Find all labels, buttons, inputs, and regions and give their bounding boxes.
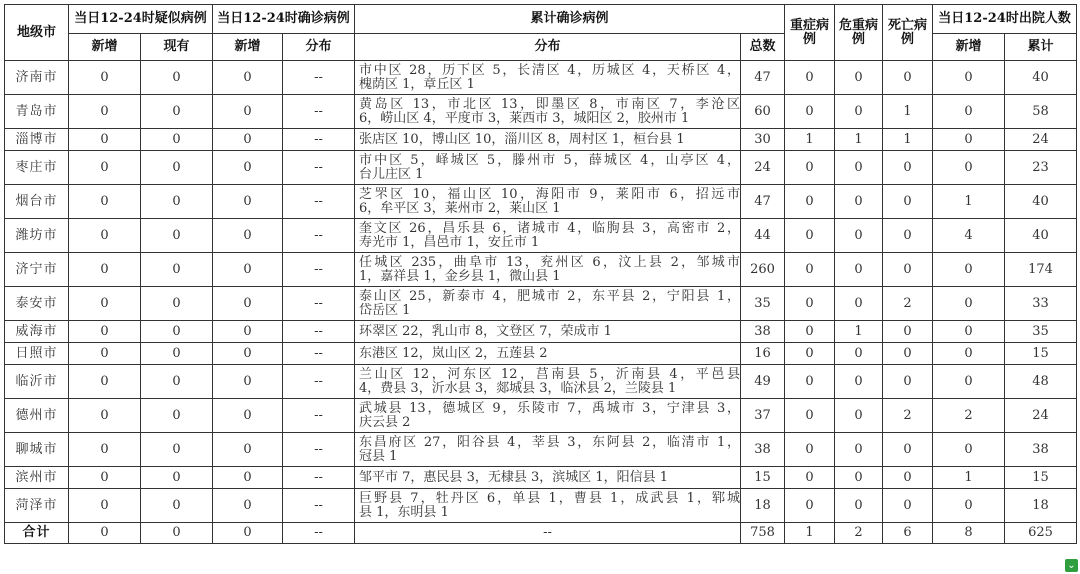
cell-c-new: 0: [213, 287, 283, 321]
district-line: 6，崂山区 4，平度市 3，莱西市 3，城阳区 2，胶州市 1: [359, 110, 690, 126]
cell-s-new: 0: [69, 321, 141, 343]
city-name: 德州市: [5, 399, 69, 433]
cell-total: 44: [741, 219, 785, 253]
header-confirmed-new: 新增: [213, 34, 283, 61]
cell-c-dist: --: [283, 287, 355, 321]
cell-critical: 0: [835, 343, 883, 365]
district-distribution: [355, 219, 741, 253]
cell-total: 35: [741, 287, 785, 321]
table-row: [5, 399, 1077, 433]
cell-d-new: 0: [933, 253, 1005, 287]
cell-s-cur: 0: [141, 321, 213, 343]
cell-total: 47: [741, 61, 785, 95]
total-s-cur: 0: [141, 523, 213, 544]
district-line: 兰山区 12，河东区 12，莒南县 5，沂南县 4，平邑县: [359, 366, 741, 382]
city-name: 枣庄市: [5, 151, 69, 185]
district-line: 黄岛区 13，市北区 13，即墨区 8，市南区 7，李沧区: [359, 96, 741, 112]
cell-d-new: 0: [933, 489, 1005, 523]
cell-severe: 0: [785, 365, 835, 399]
district-line: 巨野县 7，牡丹区 6，单县 1，曹县 1，成武县 1，郓城: [359, 490, 741, 506]
cell-total: 30: [741, 129, 785, 151]
header-cumulative-distribution: 分布: [355, 34, 741, 61]
cell-s-cur: 0: [141, 433, 213, 467]
cell-s-new: 0: [69, 467, 141, 489]
cell-total: 38: [741, 433, 785, 467]
cell-severe: 0: [785, 253, 835, 287]
cell-deaths: 0: [883, 151, 933, 185]
city-name: 菏泽市: [5, 489, 69, 523]
district-distribution: [355, 129, 741, 151]
cell-c-dist: --: [283, 489, 355, 523]
cell-severe: 0: [785, 433, 835, 467]
expand-icon[interactable]: ⌄: [1065, 559, 1078, 572]
cell-c-new: 0: [213, 95, 283, 129]
city-name: 聊城市: [5, 433, 69, 467]
district-line: 岱岳区 1: [359, 302, 411, 318]
cell-d-cum: 24: [1005, 399, 1077, 433]
cell-d-cum: 33: [1005, 287, 1077, 321]
cell-deaths: 0: [883, 489, 933, 523]
district-line: 奎文区 26，昌乐县 6，诸城市 4，临朐县 3，高密市 2，: [359, 220, 741, 236]
cell-d-new: 0: [933, 433, 1005, 467]
district-distribution: [355, 365, 741, 399]
cell-severe: 0: [785, 321, 835, 343]
city-name: 潍坊市: [5, 219, 69, 253]
cell-deaths: 0: [883, 321, 933, 343]
total-row: [5, 523, 1077, 544]
table-row: [5, 61, 1077, 95]
cell-c-new: 0: [213, 321, 283, 343]
cell-d-cum: 40: [1005, 185, 1077, 219]
total-deaths: 6: [883, 523, 933, 544]
district-line: 环翠区 22，乳山市 8，文登区 7，荣成市 1: [359, 323, 612, 339]
total-label: 合计: [5, 523, 69, 544]
district-line: 张店区 10，博山区 10，淄川区 8，周村区 1，桓台县 1: [359, 131, 685, 147]
cell-c-dist: --: [283, 219, 355, 253]
cell-d-cum: 18: [1005, 489, 1077, 523]
table-row: [5, 287, 1077, 321]
cell-deaths: 0: [883, 253, 933, 287]
cell-d-new: 0: [933, 95, 1005, 129]
header-discharged-cumulative: 累计: [1005, 34, 1077, 61]
district-distribution: [355, 489, 741, 523]
district-line: 东港区 12，岚山区 2，五莲县 2: [359, 345, 548, 361]
cell-c-new: 0: [213, 253, 283, 287]
cell-critical: 0: [835, 219, 883, 253]
district-distribution: [355, 399, 741, 433]
city-name: 济宁市: [5, 253, 69, 287]
cell-c-new: 0: [213, 343, 283, 365]
cell-critical: 0: [835, 489, 883, 523]
table-body: [5, 61, 1077, 544]
cell-c-new: 0: [213, 399, 283, 433]
district-line: 任城区 235，曲阜市 13，兖州区 6，汶上县 2，邹城市: [359, 254, 741, 270]
cell-s-new: 0: [69, 61, 141, 95]
total-c-new: 0: [213, 523, 283, 544]
cell-s-cur: 0: [141, 185, 213, 219]
cell-c-dist: --: [283, 343, 355, 365]
cell-d-new: 0: [933, 287, 1005, 321]
cell-s-new: 0: [69, 253, 141, 287]
city-name: 青岛市: [5, 95, 69, 129]
cell-deaths: 1: [883, 95, 933, 129]
cell-critical: 1: [835, 321, 883, 343]
cell-total: 260: [741, 253, 785, 287]
cell-d-new: 1: [933, 467, 1005, 489]
total-c-dist: --: [283, 523, 355, 544]
cell-total: 37: [741, 399, 785, 433]
city-name: 泰安市: [5, 287, 69, 321]
cell-s-cur: 0: [141, 365, 213, 399]
cell-critical: 0: [835, 61, 883, 95]
cell-total: 49: [741, 365, 785, 399]
header-discharged-new: 新增: [933, 34, 1005, 61]
cell-severe: 0: [785, 185, 835, 219]
city-name: 烟台市: [5, 185, 69, 219]
cell-s-cur: 0: [141, 287, 213, 321]
city-name: 滨州市: [5, 467, 69, 489]
cell-s-cur: 0: [141, 489, 213, 523]
cell-s-new: 0: [69, 219, 141, 253]
cell-total: 18: [741, 489, 785, 523]
cell-critical: 0: [835, 433, 883, 467]
district-line: 县 1，东明县 1: [359, 504, 449, 520]
cell-s-new: 0: [69, 399, 141, 433]
table-row: [5, 433, 1077, 467]
cell-d-new: 0: [933, 151, 1005, 185]
total-d-cum: 625: [1005, 523, 1077, 544]
cell-d-cum: 174: [1005, 253, 1077, 287]
cell-c-new: 0: [213, 433, 283, 467]
table-row: [5, 343, 1077, 365]
cell-severe: 0: [785, 399, 835, 433]
header-confirmed-distribution: 分布: [283, 34, 355, 61]
district-line: 市中区 5，峄城区 5，滕州市 5，薛城区 4，山亭区 4，: [359, 152, 741, 168]
cell-d-cum: 24: [1005, 129, 1077, 151]
cell-c-dist: --: [283, 399, 355, 433]
cell-c-new: 0: [213, 219, 283, 253]
district-line: 邹平市 7，惠民县 3，无棣县 3，滨城区 1，阳信县 1: [359, 469, 669, 485]
cell-deaths: 1: [883, 129, 933, 151]
cell-total: 24: [741, 151, 785, 185]
cell-s-new: 0: [69, 95, 141, 129]
district-distribution: [355, 287, 741, 321]
city-name: 日照市: [5, 343, 69, 365]
cell-total: 47: [741, 185, 785, 219]
cell-c-dist: --: [283, 253, 355, 287]
table-row: [5, 253, 1077, 287]
district-line: 寿光市 1，昌邑市 1，安丘市 1: [359, 234, 540, 250]
cell-d-new: 0: [933, 365, 1005, 399]
cell-critical: 0: [835, 287, 883, 321]
table-row: [5, 321, 1077, 343]
cell-s-cur: 0: [141, 219, 213, 253]
cell-d-new: 0: [933, 129, 1005, 151]
cell-d-cum: 48: [1005, 365, 1077, 399]
cell-severe: 1: [785, 129, 835, 151]
cell-s-new: 0: [69, 433, 141, 467]
cell-d-new: 1: [933, 185, 1005, 219]
table-row: [5, 95, 1077, 129]
cell-c-dist: --: [283, 151, 355, 185]
total-total: 758: [741, 523, 785, 544]
cell-deaths: 0: [883, 433, 933, 467]
cell-d-new: 4: [933, 219, 1005, 253]
header-suspected-existing: 现有: [141, 34, 213, 61]
header-cumulative: 累计确诊病例: [355, 5, 785, 34]
cell-deaths: 0: [883, 467, 933, 489]
district-line: 庆云县 2: [359, 414, 411, 430]
district-line: 台儿庄区 1: [359, 166, 424, 182]
cell-s-new: 0: [69, 489, 141, 523]
total-s-new: 0: [69, 523, 141, 544]
district-line: 槐荫区 1，章丘区 1: [359, 76, 475, 92]
cell-deaths: 0: [883, 61, 933, 95]
cell-c-dist: --: [283, 467, 355, 489]
cell-d-cum: 35: [1005, 321, 1077, 343]
cell-critical: 0: [835, 185, 883, 219]
cell-c-dist: --: [283, 95, 355, 129]
cell-deaths: 2: [883, 287, 933, 321]
cell-c-dist: --: [283, 61, 355, 95]
cell-critical: 0: [835, 399, 883, 433]
cell-c-new: 0: [213, 185, 283, 219]
district-line: 4，费县 3，沂水县 3，郯城县 3，临沭县 2，兰陵县 1: [359, 380, 677, 396]
cell-d-cum: 15: [1005, 343, 1077, 365]
cell-c-new: 0: [213, 489, 283, 523]
header-discharged: 当日12-24时出院人数: [933, 5, 1077, 34]
header-region: 地级市: [5, 5, 69, 61]
cell-c-dist: --: [283, 433, 355, 467]
cell-c-new: 0: [213, 129, 283, 151]
cell-s-new: 0: [69, 343, 141, 365]
cell-severe: 0: [785, 489, 835, 523]
cell-d-new: 2: [933, 399, 1005, 433]
cell-critical: 0: [835, 151, 883, 185]
cell-c-new: 0: [213, 365, 283, 399]
cell-c-dist: --: [283, 321, 355, 343]
cell-deaths: 2: [883, 399, 933, 433]
total-distribution: --: [355, 523, 741, 544]
cell-c-new: 0: [213, 61, 283, 95]
cell-s-new: 0: [69, 129, 141, 151]
cell-s-new: 0: [69, 287, 141, 321]
table-row: [5, 129, 1077, 151]
city-name: 济南市: [5, 61, 69, 95]
total-severe: 1: [785, 523, 835, 544]
cell-s-cur: 0: [141, 129, 213, 151]
cell-severe: 0: [785, 467, 835, 489]
cell-deaths: 0: [883, 365, 933, 399]
cell-d-cum: 58: [1005, 95, 1077, 129]
cell-critical: 0: [835, 253, 883, 287]
table-row: [5, 467, 1077, 489]
cell-deaths: 0: [883, 343, 933, 365]
district-line: 市中区 28，历下区 5，长清区 4，历城区 4，天桥区 4，: [359, 62, 741, 78]
cell-c-new: 0: [213, 467, 283, 489]
district-line: 冠县 1: [359, 448, 398, 464]
header-deaths: 死亡病例: [883, 5, 933, 61]
district-distribution: [355, 343, 741, 365]
cell-total: 15: [741, 467, 785, 489]
cell-total: 60: [741, 95, 785, 129]
cell-c-new: 0: [213, 151, 283, 185]
cell-s-cur: 0: [141, 61, 213, 95]
cell-deaths: 0: [883, 185, 933, 219]
district-distribution: [355, 151, 741, 185]
district-line: 泰山区 25，新泰市 4，肥城市 2，东平县 2，宁阳县 1，: [359, 288, 741, 304]
cell-d-cum: 38: [1005, 433, 1077, 467]
district-line: 1，嘉祥县 1，金乡县 1，微山县 1: [359, 268, 561, 284]
header-suspected: 当日12-24时疑似病例: [69, 5, 213, 34]
cell-d-new: 0: [933, 321, 1005, 343]
district-line: 武城县 13，德城区 9，乐陵市 7，禹城市 3，宁津县 3，: [359, 400, 741, 416]
covid-case-table: [4, 4, 1077, 544]
cell-critical: 0: [835, 95, 883, 129]
cell-d-cum: 40: [1005, 219, 1077, 253]
cell-d-new: 0: [933, 343, 1005, 365]
cell-c-dist: --: [283, 129, 355, 151]
table-row: [5, 185, 1077, 219]
table-row: [5, 219, 1077, 253]
table-row: [5, 365, 1077, 399]
header-severe: 重症病例: [785, 5, 835, 61]
cell-d-new: 0: [933, 61, 1005, 95]
cell-severe: 0: [785, 95, 835, 129]
cell-s-new: 0: [69, 185, 141, 219]
district-distribution: [355, 467, 741, 489]
cell-d-cum: 23: [1005, 151, 1077, 185]
cell-severe: 0: [785, 61, 835, 95]
cell-d-cum: 15: [1005, 467, 1077, 489]
header-suspected-new: 新增: [69, 34, 141, 61]
cell-s-new: 0: [69, 365, 141, 399]
total-critical: 2: [835, 523, 883, 544]
cell-deaths: 0: [883, 219, 933, 253]
cell-c-dist: --: [283, 185, 355, 219]
district-distribution: [355, 185, 741, 219]
table-row: [5, 151, 1077, 185]
cell-s-new: 0: [69, 151, 141, 185]
cell-s-cur: 0: [141, 467, 213, 489]
cell-severe: 0: [785, 219, 835, 253]
city-name: 临沂市: [5, 365, 69, 399]
cell-critical: 0: [835, 467, 883, 489]
cell-d-cum: 40: [1005, 61, 1077, 95]
cell-s-cur: 0: [141, 343, 213, 365]
district-distribution: [355, 321, 741, 343]
cell-severe: 0: [785, 151, 835, 185]
header-critical: 危重病例: [835, 5, 883, 61]
cell-s-cur: 0: [141, 151, 213, 185]
cell-critical: 1: [835, 129, 883, 151]
cell-total: 16: [741, 343, 785, 365]
cell-c-dist: --: [283, 365, 355, 399]
cell-critical: 0: [835, 365, 883, 399]
cell-s-cur: 0: [141, 253, 213, 287]
district-distribution: [355, 253, 741, 287]
table-row: [5, 489, 1077, 523]
city-name: 淄博市: [5, 129, 69, 151]
cell-total: 38: [741, 321, 785, 343]
cell-s-cur: 0: [141, 399, 213, 433]
district-distribution: [355, 433, 741, 467]
total-d-new: 8: [933, 523, 1005, 544]
cell-severe: 0: [785, 343, 835, 365]
city-name: 威海市: [5, 321, 69, 343]
cell-severe: 0: [785, 287, 835, 321]
header-confirmed: 当日12-24时确诊病例: [213, 5, 355, 34]
district-distribution: [355, 95, 741, 129]
cell-s-cur: 0: [141, 95, 213, 129]
district-line: 芝罘区 10，福山区 10，海阳市 9，莱阳市 6，招远市: [359, 186, 741, 202]
district-line: 6，牟平区 3，莱州市 2，莱山区 1: [359, 200, 561, 216]
district-distribution: [355, 61, 741, 95]
header-cumulative-total: 总数: [741, 34, 785, 61]
district-line: 东昌府区 27，阳谷县 4，莘县 3，东阿县 2，临清市 1，: [359, 434, 741, 450]
